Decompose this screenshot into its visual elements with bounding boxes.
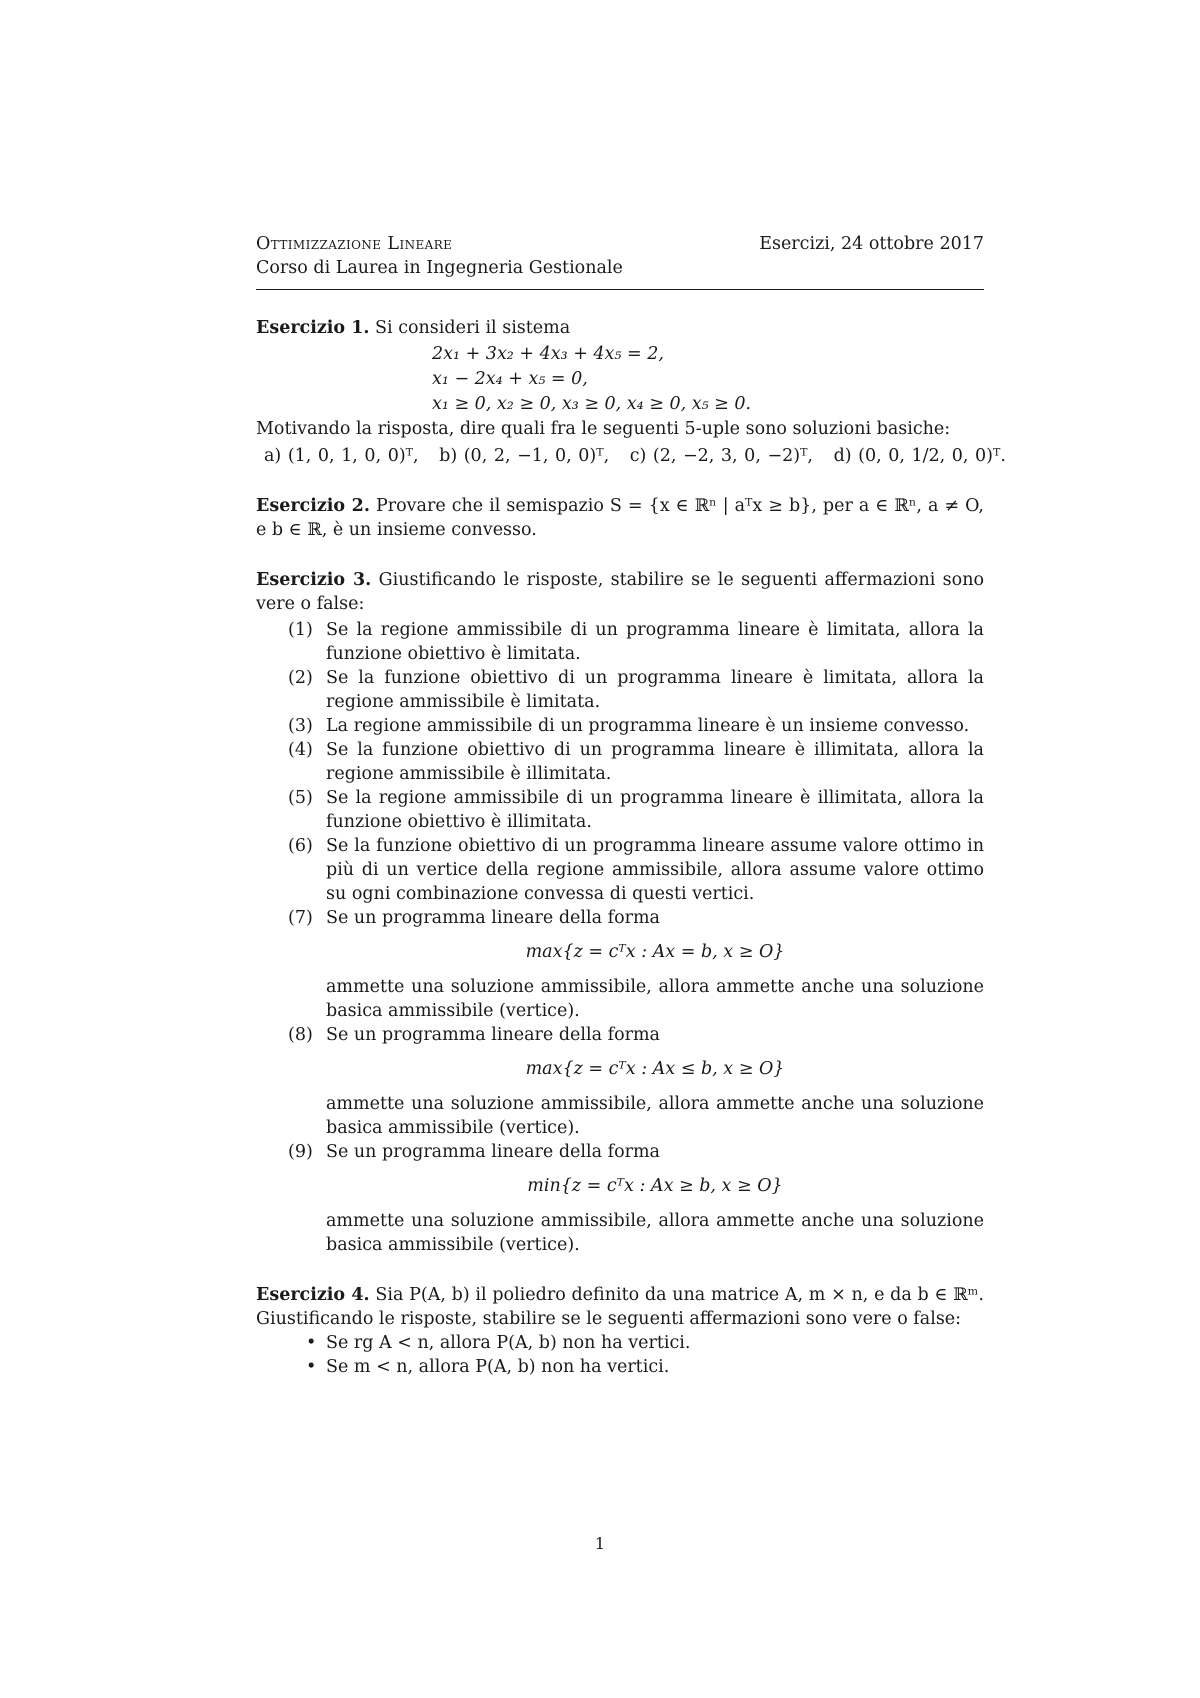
bullet-icon: • [306,1357,317,1377]
bullet-list [256,1331,984,1379]
list-item [256,1140,984,1257]
list-item [256,906,984,1023]
display-formula: max{z = cᵀx : Ax ≤ b, x ≥ O} [525,1059,785,1079]
course-title: Ottimizzazione Lineare [256,234,453,254]
list-item [256,1355,984,1379]
option-b: b) (0, 2, −1, 0, 0)ᵀ, [439,446,610,466]
exercise-3 [256,568,984,1257]
exercise-4-intro: Sia P(A, b) il poliedro definito da una matrice A, m × n, e da b ∈ ℝᵐ. Giustificando le risposte, stabilire se le seguenti affermazioni sono vere o false: [256,1285,984,1329]
page-number: 1 [594,1534,606,1553]
header-date: Esercizi, 24 ottobre 2017 [759,234,984,254]
equation-2: x₁ − 2x₄ + x₅ = 0, [432,369,588,389]
item-number: (7) [288,908,313,928]
item-text: Se la funzione obiettivo di un programma lineare è illimitata, allora la regione ammissibile è illimitata. [326,740,984,784]
item-text: La regione ammissibile di un programma lineare è un insieme convesso. [326,716,970,736]
option-d: d) (0, 0, 1/2, 0, 0)ᵀ. [833,446,1006,466]
list-item [256,666,984,714]
list-item [256,1331,984,1355]
item-text: Se un programma lineare della forma [326,1142,660,1162]
item-text: Se un programma lineare della forma [326,1025,660,1045]
item-text-after: ammette una soluzione ammissibile, allora ammette anche una soluzione basica ammissibile (vertice). [326,977,984,1021]
item-text: Se la regione ammissibile di un programma lineare è illimitata, allora la funzione obiettivo è illimitata. [326,788,984,832]
item-text-after: ammette una soluzione ammissibile, allora ammette anche una soluzione basica ammissibile (vertice). [326,1094,984,1138]
exercise-4 [256,1283,984,1379]
list-item [256,786,984,834]
bullet-text: Se m < n, allora P(A, b) non ha vertici. [326,1357,670,1377]
list-item [256,1023,984,1140]
statement-list [256,618,984,1257]
option-a: a) (1, 0, 1, 0, 0)ᵀ, [264,446,419,466]
exercise-1-intro: Si consideri il sistema [375,318,571,338]
exercise-1-question: Motivando la risposta, dire quali fra le seguenti 5-uple sono soluzioni basiche: [256,419,951,439]
item-text-after: ammette una soluzione ammissibile, allora ammette anche una soluzione basica ammissibile (vertice). [326,1211,984,1255]
item-number: (5) [288,788,313,808]
item-number: (3) [288,716,313,736]
exercise-2-text: Provare che il semispazio S = {x ∈ ℝⁿ | aᵀx ≥ b}, per a ∈ ℝⁿ, a ≠ O, e b ∈ ℝ, è un insieme convesso. [256,496,984,540]
item-text: Se la funzione obiettivo di un programma lineare è limitata, allora la regione ammissibile è limitata. [326,668,984,712]
item-text: Se un programma lineare della forma [326,908,660,928]
item-number: (2) [288,668,313,688]
item-number: (4) [288,740,313,760]
answer-options [264,444,1006,468]
exercise-1 [256,316,1006,468]
document-header [256,232,984,284]
exercise-2-label: Esercizio 2. [256,496,370,516]
exercise-2 [256,494,984,542]
item-number: (8) [288,1025,313,1045]
exercise-3-intro: Giustificando le risposte, stabilire se le seguenti affermazioni sono vere o false: [256,570,985,614]
bullet-icon: • [306,1333,317,1353]
equation-3: x₁ ≥ 0, x₂ ≥ 0, x₃ ≥ 0, x₄ ≥ 0, x₅ ≥ 0. [432,394,752,414]
equation-system [432,342,984,417]
bullet-text: Se rg A < n, allora P(A, b) non ha vertici. [326,1333,691,1353]
document-page [256,232,1006,1379]
option-c: c) (2, −2, 3, 0, −2)ᵀ, [629,446,813,466]
degree-name: Corso di Laurea in Ingegneria Gestionale [256,258,623,278]
exercise-1-label: Esercizio 1. [256,318,370,338]
item-number: (6) [288,836,313,856]
item-text: Se la funzione obiettivo di un programma lineare assume valore ottimo in più di un vertice della regione ammissibile, allora assume valore ottimo su ogni combinazione convessa di questi vertici. [326,836,984,904]
item-number: (9) [288,1142,313,1162]
exercise-4-label: Esercizio 4. [256,1285,370,1305]
item-text: Se la regione ammissibile di un programma lineare è limitata, allora la funzione obiettivo è limitata. [326,620,984,664]
exercise-3-label: Esercizio 3. [256,570,372,590]
equation-1: 2x₁ + 3x₂ + 4x₃ + 4x₅ = 2, [432,344,664,364]
list-item [256,714,984,738]
display-formula: max{z = cᵀx : Ax = b, x ≥ O} [525,942,785,962]
item-number: (1) [288,620,313,640]
list-item [256,738,984,786]
header-rule [256,289,984,290]
list-item [256,834,984,906]
display-formula: min{z = cᵀx : Ax ≥ b, x ≥ O} [527,1176,783,1196]
list-item [256,618,984,666]
